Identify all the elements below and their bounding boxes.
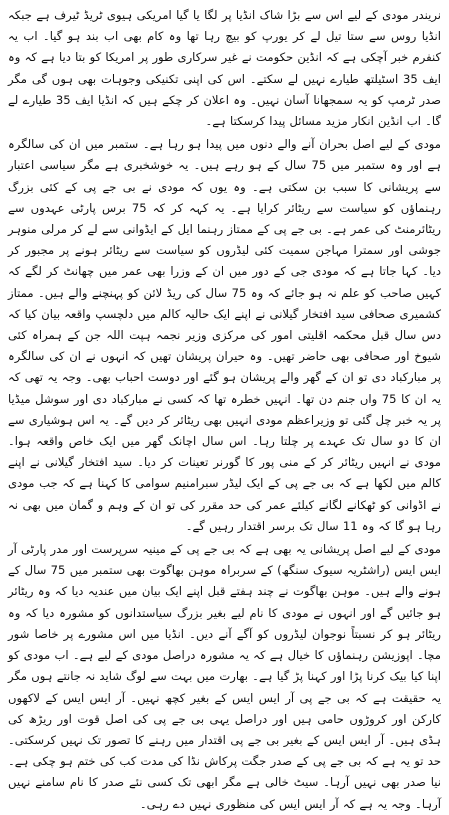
article-paragraph-3: مودی کے لیے اصل پریشانی یہ بھی ہے کہ بی جے پی کے مینیہ سرپرست اور مدر پارٹی آر ایس ایس (راشٹریہ سیوک سنگھ) کے سربراہ موہن بھاگوت بھی ستمبر میں 75 سال کے ہونے والے ہیں۔ موہن بھاگوت نے چند ہفتے قبل اپنے ایک بیان میں عندیہ دیا کہ وہ ریٹائر ہو جائیں گے اور انہوں نے مودی کا نام لیے بغیر بزرگ سیاستدانوں کو مشورہ دیا کہ وہ ریٹائر ہو کر نسبتاً نوجوان لیڈروں کو آگے آنے دیں۔ انڈیا میں اس مشورے پر خاصا شور مچا۔ اپوزیشن رہنماؤں کا خیال ہے کہ یہ مشورہ دراصل مودی کے لیے ہے۔ اب مودی کو اپنا کیا بیک کرنا پڑا اور کہنا پڑ گیا ہے۔ بھارت میں بہت سے لوگ شاید نہ جانتے ہوں مگر یہ حقیقت ہے کہ بی جے پی آر ایس ایس کے بغیر کچھ نہیں۔ آر ایس ایس کے لاکھوں کارکن اور کروڑوں حامی ہیں اور دراصل یہی بی جے پی کی اصل قوت اور ریڑھ کی ہڈی ہیں۔ آر ایس ایس کے بغیر بی جے پی اقتدار میں رہنے کا تصور تک نہیں کرسکتی۔ حد تو یہ ہے کہ بی جے پی کے صدر جگت پرکاش نڈا کی مدت کب کی ختم ہو چکی ہے۔ نیا صدر بھی نہیں آرہا۔ سیٹ خالی ہے مگر ابھی تک کسی نئے صدر کا نام سامنے نہیں آرہا۔ وجہ یہ ہے کہ آر ایس ایس کی منظوری نہیں دے رہی۔ [8, 542, 441, 811]
article-paragraph-2: مودی کے لیے اصل بحران آنے والے دنوں میں پیدا ہو رہا ہے۔ ستمبر میں ان کی سالگرہ ہے اور وہ ستمبر میں 75 سال کے ہو رہے ہیں۔ یہ خوشخبری ہے مگر سیاسی اعتبار سے پریشانی کا سبب بن سکتی ہے۔ وہ یوں کہ مودی نے بی جے پی کے کئی بزرگ رہنماؤں کو سیاست سے ریٹائر کرایا ہے۔ یہ کہہ کر کہ 75 برس پارٹی عہدوں سے ریٹائرمنٹ کی عمر ہے۔ بی جے پی کے ممتاز رہنما ایل کے ایڈوانی سے لے کر مرلی منوہر جوشی اور سمترا مہاجن سمیت کئی لیڈروں کو سیاست سے ریٹائر ہونے پر مجبور کر دیا۔ کہا جاتا ہے کہ مودی جی کے دور میں ان کے وزرا بھی عمر میں چھانٹ کر لگے کہ کہیں صاحب کو علم نہ ہو جائے کہ وہ 75 سال کی ریڈ لائن کو پہنچنے والے ہیں۔ ممتاز کشمیری صحافی سید افتخار گیلانی نے اپنے ایک حالیہ کالم میں دلچسپ واقعہ بیان کیا کہ دس سال قبل محکمہ اقلیتی امور کی مرکزی وزیر نجمہ ہپت اللہ جن کے ہمراہ کئی شیوخ اور صحافی بھی حاضر تھیں۔ وہ حیران پریشان تھیں کہ انہوں نے ان کی سالگرہ پر مبارکباد دی تو ان کے گھر والے پریشان ہو گئے اور دوست احباب بھی۔ وجہ یہ تھی کہ یہ ان کا 75 واں جنم دن تھا۔ انہیں خطرہ تھا کہ کسی نے مبارکباد دی اور سوشل میڈیا پر یہ خبر چل گئی تو وزیراعظم مودی انہیں بھی ریٹائر کر دیں گے۔ یہ اس ہوشیاری سے ان کا دو سال تک عہدے پر چلتا رہا۔ اس سال اچانک گھر میں ایک خاص واقعہ ہوا۔ مودی نے انہیں ریٹائر کر کے منی پور کا گورنر تعینات کر دیا۔ سید افتخار گیلانی نے اپنے کالم میں لکھا ہے کہ بی جے پی کے ایک لیڈر سبرامنیم سوامی کا کہنا ہے کہ جب مودی نے اڈوانی کو ٹھکانے لگانے کیلئے عمر کی حد مقرر کی تو ان کے وہم و گمان میں بھی نہ رہا ہو گا کہ وہ 11 سال تک برسر اقتدار رہیں گے۔ [8, 137, 442, 533]
article-paragraph-1: نریندر مودی کے لیے اس سے بڑا شاک انڈیا پر لگا یا گیا امریکی ہیوی ٹریڈ ٹیرف ہے جبکہ انڈیا روس سے ستا تیل لے کر یورپ کو بیچ رہا تھا وہ کام بھی اب بند ہو گیا۔ اب یہ کنفرم خبر آچکی ہے کہ انڈین حکومت نے غیر سرکاری طور پر امریکا کو بتا دیا ہے کہ وہ ایف 35 اسٹیلتھ طیارے نہیں لے سکتے۔ اس کی اپنی تکنیکی وجوہات بھی ہوں گی مگر صدر ٹرمپ کو یہ سمجھانا آسان نہیں۔ وہ اعلان کر چکے ہیں کہ انڈیا ایف 35 طیارے لے گا۔ اب انڈین انکار مزید مسائل پیدا کرسکتا ہے۔ [8, 8, 441, 129]
